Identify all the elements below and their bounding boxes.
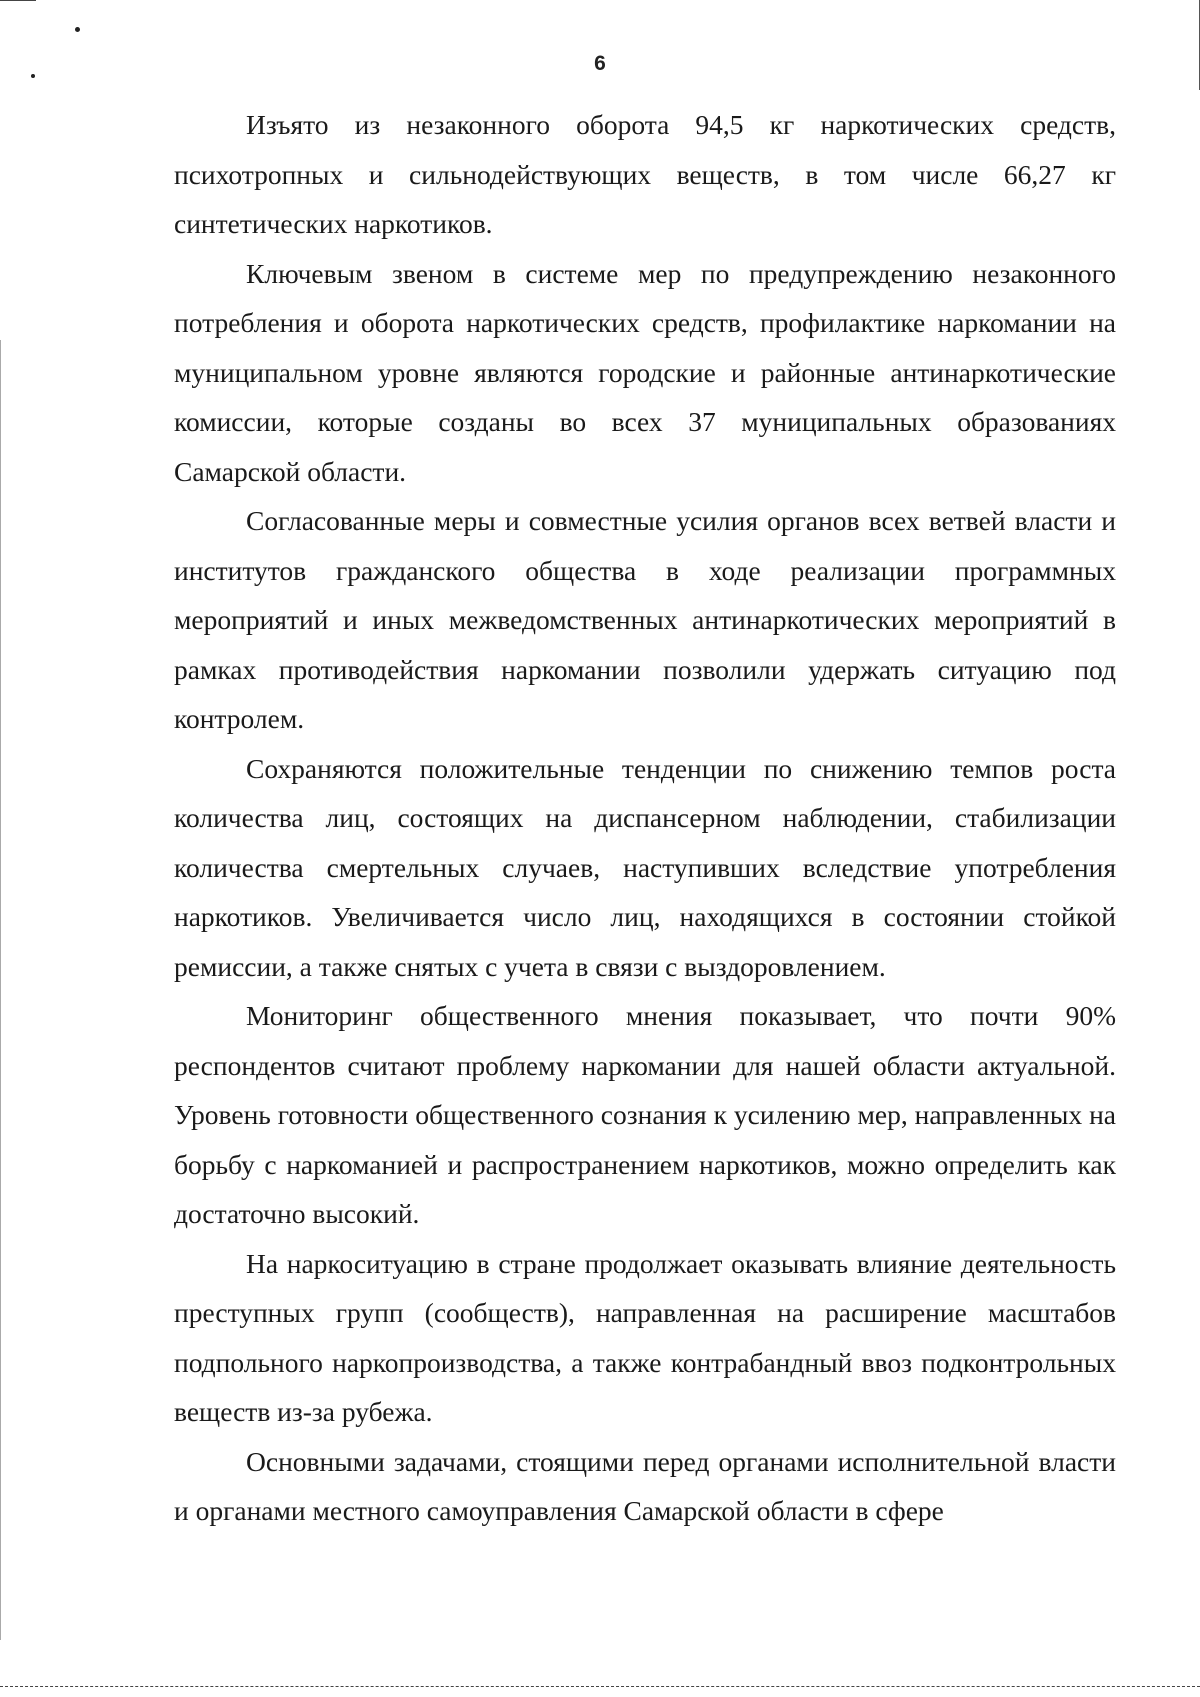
paragraph: Согласованные меры и совместные усилия органов всех ветвей власти и институтов гражданского общества в ходе реализации программных мероприятий и иных межведомственных антинаркотических мероприятий в рамках противодействия наркомании позволили удержать ситуацию под контролем. [174, 505, 1116, 734]
scan-edge-left [0, 340, 1, 1640]
scan-speck [75, 27, 80, 32]
document-body [174, 100, 1116, 1536]
paragraph: Сохраняются положительные тенденции по снижению темпов роста количества лиц, состоящих на диспансерном наблюдении, стабилизации количества смертельных случаев, наступивших вследствие употребления наркотиков. Увеличивается число лиц, находящихся в состоянии стойкой ремиссии, а также снятых с учета в связи с выздоровлением. [174, 752, 1116, 982]
paragraph: Изъято из незаконного оборота 94,5 кг наркотических средств, психотропных и сильнодействующих веществ, в том числе 66,27 кг синтетических наркотиков. [174, 109, 1116, 239]
page-number: 6 [594, 52, 606, 75]
scan-edge-bottom [0, 1686, 1200, 1687]
paragraph: На наркоситуацию в стране продолжает оказывать влияние деятельность преступных групп (сообществ), направленная на расширение масштабов подпольного наркопроизводства, а также контрабандный ввоз подконтрольных веществ из-за рубежа. [174, 1247, 1116, 1427]
scan-edge-top [0, 0, 36, 1]
paragraph: Ключевым звеном в системе мер по предупреждению незаконного потребления и оборота наркотических средств, профилактике наркомании на муниципальном уровне являются городские и районные антинаркотические комиссии, которые созданы во всех 37 муниципальных образованиях Самарской области. [174, 257, 1116, 487]
paragraph: Основными задачами, стоящими перед органами исполнительной власти и органами местного самоуправления Самарской области в сфере [174, 1445, 1116, 1526]
paragraph: Мониторинг общественного мнения показывает, что почти 90% респондентов считают проблему наркомании для нашей области актуальной. Уровень готовности общественного сознания к усилению мер, направленных на борьбу с наркоманией и распространением наркотиков, можно определить как достаточно высокий. [174, 1000, 1116, 1229]
